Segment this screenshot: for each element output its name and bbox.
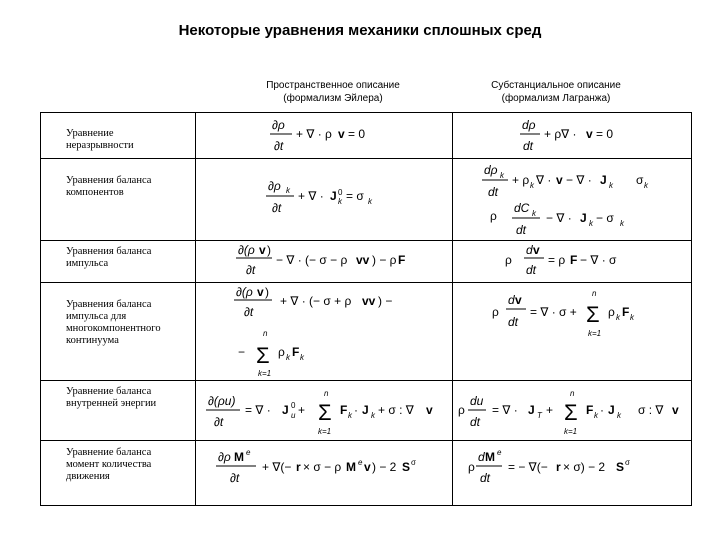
euler-internal-energy-equation (206, 389, 433, 436)
svg-text:k: k (532, 209, 536, 218)
svg-text:du: du (470, 394, 484, 408)
lagrange-angular-momentum-equation (468, 448, 630, 485)
svg-text:ρ: ρ (468, 460, 475, 474)
svg-text:J: J (608, 403, 615, 417)
svg-text:J: J (362, 403, 369, 417)
svg-text:+ σ : ∇: + σ : ∇ (378, 403, 414, 417)
svg-text:dt: dt (516, 223, 527, 237)
lagrange-header-line2: (формализм Лагранжа) (501, 93, 611, 104)
svg-text:0: 0 (291, 401, 296, 410)
euler-component-balance-equation (266, 179, 373, 215)
svg-text:vv: vv (356, 253, 370, 267)
svg-text:∇ ·: ∇ · (536, 173, 552, 187)
euler-momentum-balance-equation (236, 243, 405, 277)
svg-text:ρ: ρ (458, 403, 465, 417)
svg-text:∂t: ∂t (272, 201, 282, 215)
svg-text:e: e (358, 458, 363, 467)
svg-text:d: d (478, 450, 485, 464)
svg-text:= 0: = 0 (348, 127, 366, 141)
svg-text:S: S (402, 460, 411, 474)
svg-text:∂t: ∂t (230, 471, 240, 485)
lagrange-internal-energy-equation (458, 389, 679, 436)
svg-text:= σ: = σ (346, 189, 364, 203)
svg-text:k: k (609, 181, 613, 190)
svg-text:u: u (291, 411, 296, 420)
row-label-momentum: Уравнения баланса импульса (66, 246, 152, 269)
svg-text:F: F (292, 345, 300, 359)
euler-header-line2: (формализм Эйлера) (283, 93, 383, 104)
svg-text:k=1: k=1 (318, 427, 332, 436)
svg-text:·: · (600, 403, 604, 417)
svg-text:k: k (500, 171, 504, 180)
svg-text:σ : ∇: σ : ∇ (638, 403, 664, 417)
svg-text:F: F (570, 253, 578, 267)
svg-text:k: k (286, 186, 290, 195)
svg-text:): ) (265, 285, 269, 299)
svg-text:dt: dt (470, 415, 481, 429)
svg-text:F: F (586, 403, 594, 417)
svg-text:σ: σ (636, 173, 644, 187)
svg-text:M: M (346, 460, 356, 474)
lagrange-continuity-equation (520, 118, 613, 153)
svg-text:= ∇ · σ +: = ∇ · σ + (530, 305, 577, 319)
svg-text:dt: dt (526, 263, 537, 277)
svg-text:k: k (589, 219, 593, 228)
svg-text:+ ∇ ·: + ∇ · (298, 189, 324, 203)
svg-text:k: k (300, 353, 304, 362)
svg-text:= ρ: = ρ (548, 253, 566, 267)
svg-text:0: 0 (338, 188, 343, 197)
svg-text:r: r (296, 460, 301, 474)
svg-text:− ∇ ·: − ∇ · (546, 211, 572, 225)
svg-text:k: k (348, 411, 352, 420)
svg-text:): ) (267, 243, 271, 257)
svg-text:+ ∇ · ρ: + ∇ · ρ (296, 127, 332, 141)
row-label-angular-momentum: Уравнение баланса момент количества движения (66, 447, 152, 482)
svg-text:∂ρ: ∂ρ (218, 450, 231, 464)
svg-text:M: M (485, 450, 495, 464)
svg-text:−: − (238, 345, 246, 359)
svg-text:k: k (371, 411, 375, 420)
svg-text:× σ) − 2: × σ) − 2 (563, 460, 606, 474)
svg-text:Σ: Σ (256, 343, 270, 368)
svg-text:σ: σ (411, 458, 416, 467)
svg-text:v: v (257, 285, 264, 299)
svg-text:∂(ρ: ∂(ρ (236, 285, 253, 299)
svg-text:+ ∇ · (− σ + ρ: + ∇ · (− σ + ρ (280, 294, 352, 308)
lagrange-momentum-balance-equation (505, 243, 617, 277)
svg-text:n: n (592, 289, 597, 298)
svg-text:Σ: Σ (586, 302, 600, 327)
svg-text:v: v (338, 127, 345, 141)
svg-text:dC: dC (514, 201, 530, 215)
svg-text:v: v (586, 127, 593, 141)
svg-text:− ∇ ·: − ∇ · (566, 173, 592, 187)
svg-text:∂ρ: ∂ρ (272, 118, 285, 132)
svg-text:n: n (570, 389, 575, 398)
svg-text:∂t: ∂t (246, 263, 256, 277)
svg-text:ρ: ρ (608, 305, 615, 319)
svg-text:v: v (672, 403, 679, 417)
svg-text:d: d (526, 243, 533, 257)
svg-text:Σ: Σ (564, 400, 578, 425)
svg-text:n: n (324, 389, 329, 398)
svg-text:v: v (426, 403, 433, 417)
svg-text:d: d (508, 293, 515, 307)
svg-text:k: k (644, 181, 648, 190)
svg-text:∂ρ: ∂ρ (268, 179, 281, 193)
svg-text:+ ρ: + ρ (512, 173, 530, 187)
svg-text:k: k (617, 411, 621, 420)
svg-text:v: v (364, 460, 371, 474)
svg-text:F: F (622, 305, 630, 319)
svg-text:e: e (246, 448, 251, 457)
svg-text:− ∇ · σ: − ∇ · σ (580, 253, 617, 267)
svg-text:dt: dt (523, 139, 534, 153)
svg-text:dt: dt (480, 471, 491, 485)
svg-text:n: n (263, 329, 268, 338)
svg-text:v: v (515, 293, 522, 307)
page-title: Некоторые уравнения механики сплошных сред (178, 22, 542, 39)
svg-text:+ ∇(−: + ∇(− (262, 460, 292, 474)
svg-text:k: k (368, 197, 372, 206)
svg-text:vv: vv (362, 294, 376, 308)
svg-text:J: J (528, 403, 535, 417)
svg-text:) − ρ: ) − ρ (372, 253, 397, 267)
lagrange-multicomponent-momentum-equation (492, 289, 635, 338)
euler-multicomponent-momentum-equation (234, 285, 392, 378)
svg-text:k: k (620, 219, 624, 228)
row-label-internal-energy: Уравнение баланса внутренней энергии (66, 386, 157, 409)
svg-text:v: v (533, 243, 540, 257)
svg-text:J: J (580, 211, 587, 225)
svg-text:ρ: ρ (490, 209, 497, 223)
svg-text:∂t: ∂t (214, 415, 224, 429)
svg-text:r: r (556, 460, 561, 474)
svg-text:∂(ρu): ∂(ρu) (208, 394, 236, 408)
svg-text:= 0: = 0 (596, 127, 614, 141)
lagrange-component-balance-equation (482, 163, 649, 237)
svg-text:dt: dt (488, 185, 499, 199)
svg-text:+: + (546, 403, 554, 417)
svg-text:F: F (398, 253, 406, 267)
svg-text:ρ: ρ (278, 345, 285, 359)
svg-text:+ ρ∇ ·: + ρ∇ · (544, 127, 577, 141)
svg-text:dt: dt (508, 315, 519, 329)
svg-text:k: k (286, 353, 290, 362)
svg-text:dρ: dρ (484, 163, 498, 177)
svg-text:·: · (354, 403, 358, 417)
row-label-multicomponent-momentum: Уравнения баланса импульса для многокомпонентного континуума (66, 299, 161, 346)
svg-text:∂t: ∂t (244, 305, 254, 319)
svg-text:ρ: ρ (492, 305, 499, 319)
svg-text:∂t: ∂t (274, 139, 284, 153)
svg-text:k: k (338, 197, 342, 206)
svg-text:ρ: ρ (505, 253, 512, 267)
svg-text:M: M (234, 450, 244, 464)
svg-text:k: k (616, 313, 620, 322)
svg-text:F: F (340, 403, 348, 417)
euler-continuity-equation (270, 118, 365, 153)
svg-text:S: S (616, 460, 625, 474)
svg-text:e: e (497, 448, 502, 457)
svg-text:J: J (600, 173, 607, 187)
lagrange-header-line1: Субстанциальное описание (491, 80, 621, 91)
euler-header-line1: Пространственное описание (266, 80, 400, 91)
svg-text:+: + (298, 403, 306, 417)
svg-text:σ: σ (625, 458, 630, 467)
svg-text:) −: ) − (378, 294, 393, 308)
svg-text:= ∇ ·: = ∇ · (492, 403, 518, 417)
svg-text:× σ − ρ: × σ − ρ (303, 460, 342, 474)
svg-text:v: v (556, 173, 563, 187)
svg-text:) − 2: ) − 2 (372, 460, 397, 474)
euler-angular-momentum-equation (216, 448, 416, 485)
svg-text:k=1: k=1 (258, 369, 272, 378)
svg-text:− ∇ · (− σ − ρ: − ∇ · (− σ − ρ (276, 253, 348, 267)
svg-text:dρ: dρ (522, 118, 536, 132)
svg-text:Σ: Σ (318, 400, 332, 425)
svg-text:v: v (259, 243, 266, 257)
svg-text:∂(ρ: ∂(ρ (238, 243, 255, 257)
svg-text:k: k (530, 181, 534, 190)
row-label-components: Уравнения баланса компонентов (66, 175, 152, 198)
svg-text:J: J (330, 189, 337, 203)
svg-text:T: T (537, 411, 542, 420)
svg-text:k: k (594, 411, 598, 420)
svg-text:J: J (282, 403, 289, 417)
svg-text:= − ∇(−: = − ∇(− (508, 460, 548, 474)
svg-text:k: k (630, 313, 634, 322)
svg-text:k=1: k=1 (588, 329, 602, 338)
svg-text:− σ: − σ (596, 211, 614, 225)
svg-text:k=1: k=1 (564, 427, 578, 436)
svg-text:= ∇ ·: = ∇ · (245, 403, 271, 417)
row-label-continuity: Уравнение неразрывности (66, 128, 134, 151)
